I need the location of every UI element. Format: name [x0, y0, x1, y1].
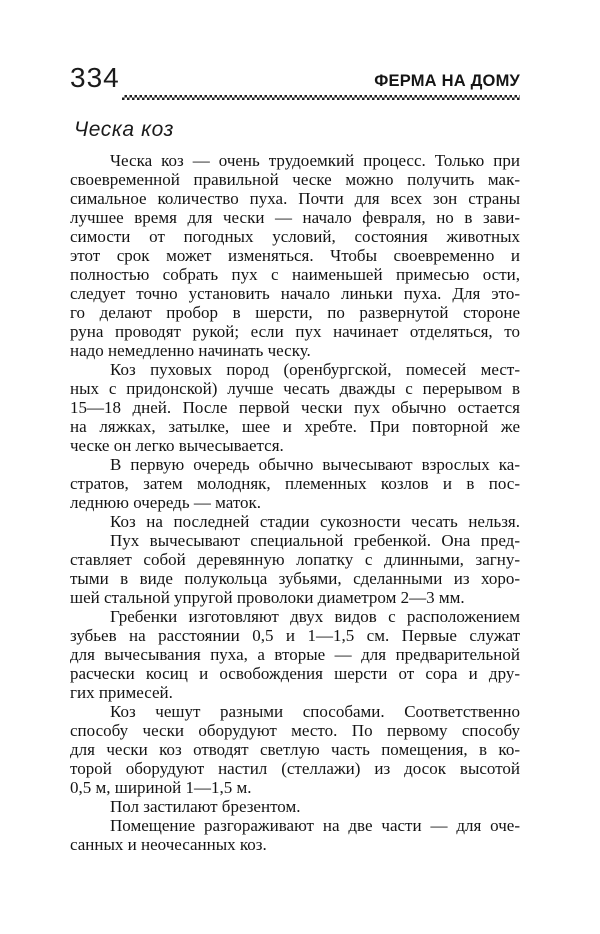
text-line: симости от погодных условий, состояния животных: [70, 227, 520, 246]
text-line: Помещение разгораживают на две части — для оче-: [110, 816, 520, 835]
running-title: ФЕРМА НА ДОМУ: [374, 71, 520, 90]
text-line: этот срок может изменяться. Чтобы своевременно и: [70, 246, 520, 265]
paragraph: [70, 360, 520, 455]
text-line: Коз чешут разными способами. Соответственно: [110, 702, 520, 721]
text-line: гих примесей.: [70, 683, 173, 702]
text-line: В первую очередь обычно вычесывают взрослых ка-: [110, 455, 520, 474]
page-number: 334: [70, 62, 120, 93]
paragraph: [70, 816, 520, 854]
text-line: Ческа коз — очень трудоемкий процесс. Только при: [110, 151, 520, 170]
text-line: лучшее время для чески — начало февраля, но в зави-: [70, 208, 520, 227]
text-line: шей стальной упругой проволоки диаметром 2—3 мм.: [70, 588, 465, 607]
text-line: 15—18 дней. После первой чески пух обычно остается: [70, 398, 520, 417]
text-line: полностью собрать пух с наименьшей примесью ости,: [70, 265, 520, 284]
paragraph: [70, 151, 520, 360]
text-line: ческе он легко вычесывается.: [70, 436, 284, 455]
text-line: для чески коз отводят светлую часть помещения, в ко-: [70, 740, 520, 759]
text-line: Пол застилают брезентом.: [110, 797, 301, 816]
text-line: торой оборудуют настил (стеллажи) из досок высотой: [70, 759, 520, 778]
text-line: зубьев на расстоянии 0,5 и 1—1,5 см. Первые служат: [70, 626, 520, 645]
paragraph: [70, 702, 520, 797]
paragraph: [70, 797, 520, 816]
text-line: своевременной правильной ческе можно получить мак-: [70, 170, 520, 189]
text-line: ставляет собой деревянную лопатку с длинными, загну-: [70, 550, 520, 569]
text-line: стратов, затем молодняк, племенных козлов и в пос-: [70, 474, 520, 493]
text-line: санных и неочесанных коз.: [70, 835, 267, 854]
text-line: расчески косиц и освобождения шерсти от сора и дру-: [70, 664, 520, 683]
text-line: Коз на последней стадии сукозности чесать нельзя.: [110, 512, 520, 531]
text-line: способу чески оборудуют место. По первому способу: [70, 721, 520, 740]
text-line: для вычесывания пуха, а вторые — для предварительной: [70, 645, 520, 664]
text-line: Коз пуховых пород (оренбургской, помесей мест-: [110, 360, 520, 379]
section-title: Ческа коз: [74, 118, 175, 141]
text-line: Пух вычесывают специальной гребенкой. Она пред-: [110, 531, 520, 550]
paragraph: [70, 455, 520, 512]
text-line: Гребенки изготовляют двух видов с расположением: [110, 607, 520, 626]
text-line: тыми в виде полукольца зубьями, сделанными из хоро-: [70, 569, 520, 588]
paragraph: [70, 531, 520, 607]
header-rule: [122, 95, 520, 100]
body-text: [70, 151, 520, 854]
text-line: леднюю очередь — маток.: [70, 493, 262, 512]
text-line: следует точно установить начало линьки пуха. Для это-: [70, 284, 520, 303]
text-line: на ляжках, затылке, шее и хребте. При повторной же: [70, 417, 520, 436]
page-header: [70, 64, 520, 92]
text-line: симальное количество пуха. Почти для всех зон страны: [70, 189, 520, 208]
text-line: руна проводят рукой; если пух начинает отделяться, то: [70, 322, 520, 341]
paragraph: [70, 512, 520, 531]
text-line: ных с придонской) лучше чесать дважды с перерывом в: [70, 379, 520, 398]
text-line: надо немедленно начинать ческу.: [70, 341, 311, 360]
text-line: го делают пробор в шерсти, по развернутой стороне: [70, 303, 520, 322]
text-line: 0,5 м, шириной 1—1,5 м.: [70, 778, 252, 797]
paragraph: [70, 607, 520, 702]
